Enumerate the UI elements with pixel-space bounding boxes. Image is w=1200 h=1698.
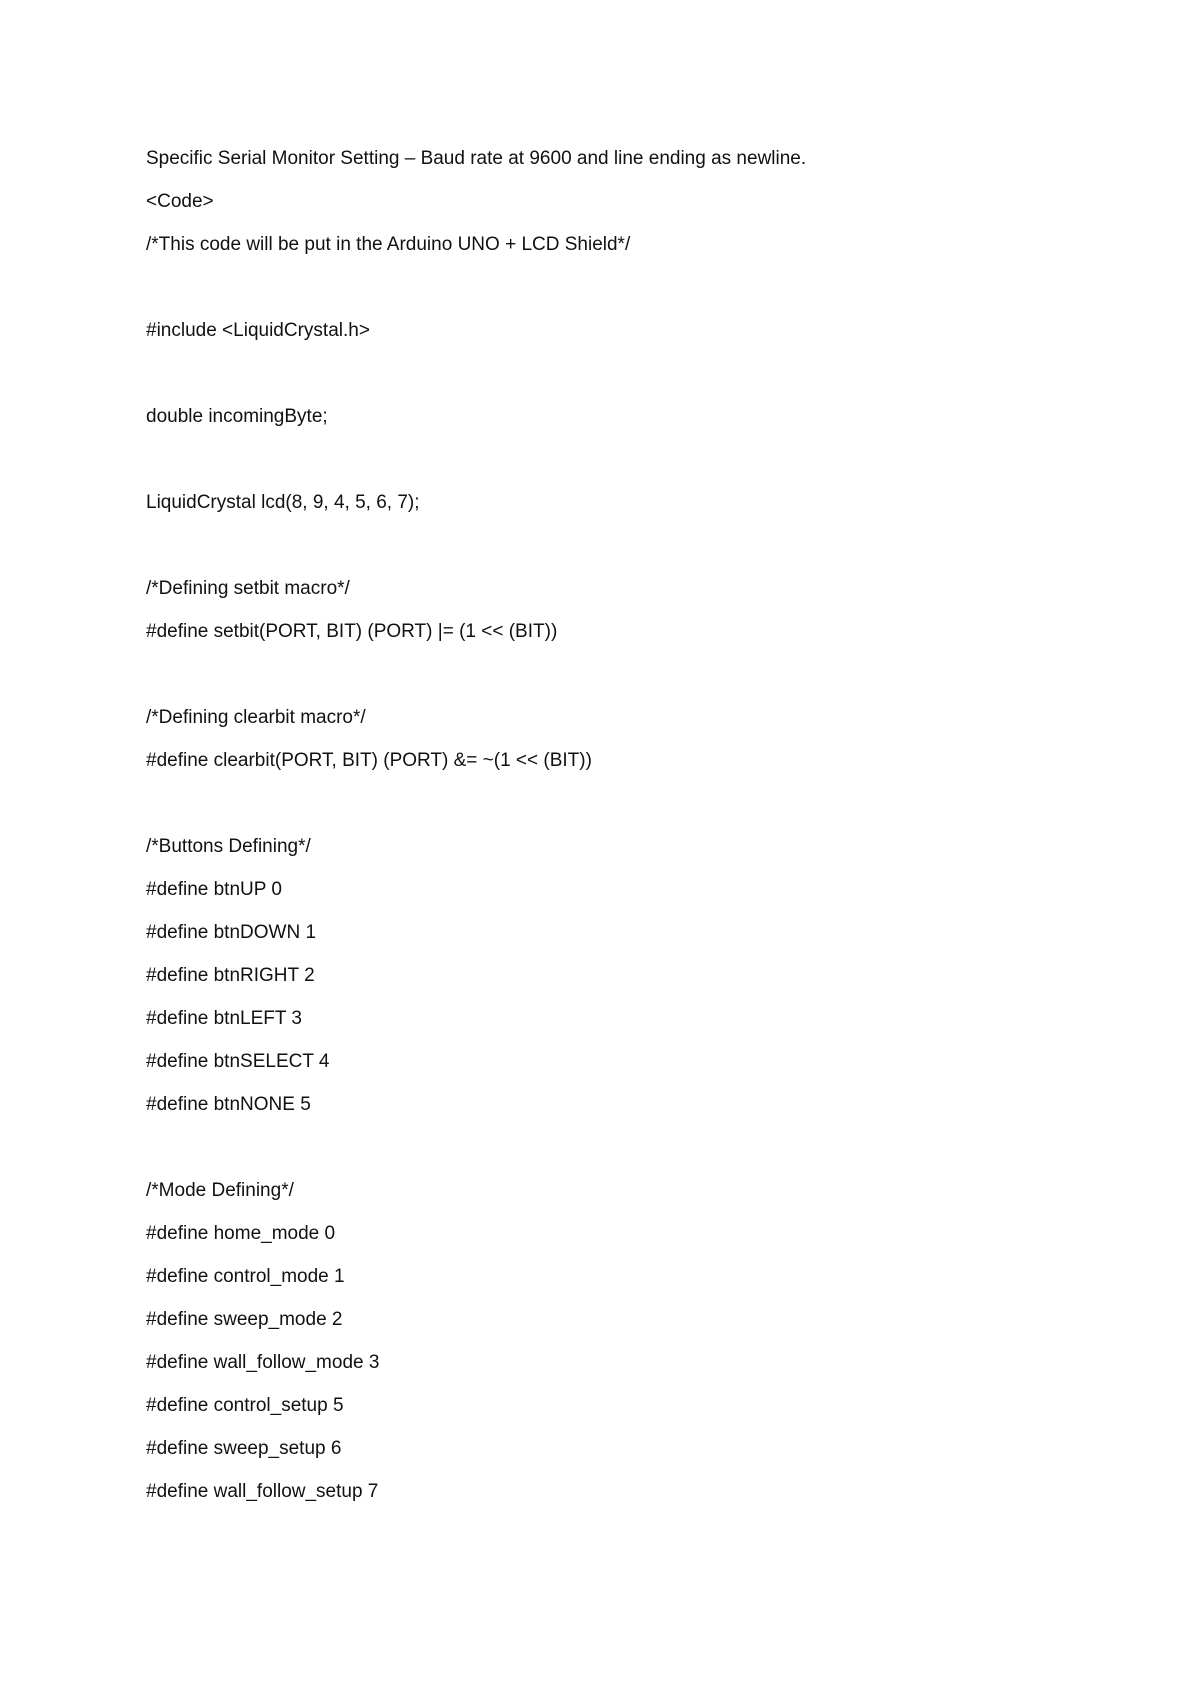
text-line: /*This code will be put in the Arduino UNO + LCD Shield*/ xyxy=(146,234,631,255)
text-line: #define btnDOWN 1 xyxy=(146,922,317,943)
blank-line xyxy=(146,1132,1146,1175)
text-line: #define btnSELECT 4 xyxy=(146,1051,330,1072)
text-line: /*Buttons Defining*/ xyxy=(146,836,311,857)
blank-line xyxy=(146,358,1146,401)
blank-line xyxy=(146,530,1146,573)
text-line: #define btnNONE 5 xyxy=(146,1094,311,1115)
text-line: /*Mode Defining*/ xyxy=(146,1180,294,1201)
blank-line xyxy=(146,444,1146,487)
text-line: #define home_mode 0 xyxy=(146,1223,336,1244)
blank-line xyxy=(146,272,1146,315)
text-line: #define wall_follow_mode 3 xyxy=(146,1352,380,1373)
text-line: /*Defining clearbit macro*/ xyxy=(146,707,366,728)
text-line: LiquidCrystal lcd(8, 9, 4, 5, 6, 7); xyxy=(146,492,420,513)
text-line: #define clearbit(PORT, BIT) (PORT) &= ~(1 << (BIT)) xyxy=(146,750,592,771)
text-line: Specific Serial Monitor Setting – Baud rate at 9600 and line ending as newline. xyxy=(146,148,807,169)
text-line: #define setbit(PORT, BIT) (PORT) |= (1 << (BIT)) xyxy=(146,621,558,642)
text-line: <Code> xyxy=(146,191,214,212)
text-line: /*Defining setbit macro*/ xyxy=(146,578,350,599)
text-line: #define btnLEFT 3 xyxy=(146,1008,302,1029)
text-line: #define control_mode 1 xyxy=(146,1266,345,1287)
text-line: #include <LiquidCrystal.h> xyxy=(146,320,370,341)
text-line: double incomingByte; xyxy=(146,406,328,427)
text-line: #define wall_follow_setup 7 xyxy=(146,1481,379,1502)
text-line: #define btnUP 0 xyxy=(146,879,282,900)
text-line: #define sweep_mode 2 xyxy=(146,1309,343,1330)
text-line: #define sweep_setup 6 xyxy=(146,1438,342,1459)
document-body xyxy=(146,143,1146,1519)
text-line: #define btnRIGHT 2 xyxy=(146,965,315,986)
blank-line xyxy=(146,788,1146,831)
text-line: #define control_setup 5 xyxy=(146,1395,344,1416)
blank-line xyxy=(146,659,1146,702)
